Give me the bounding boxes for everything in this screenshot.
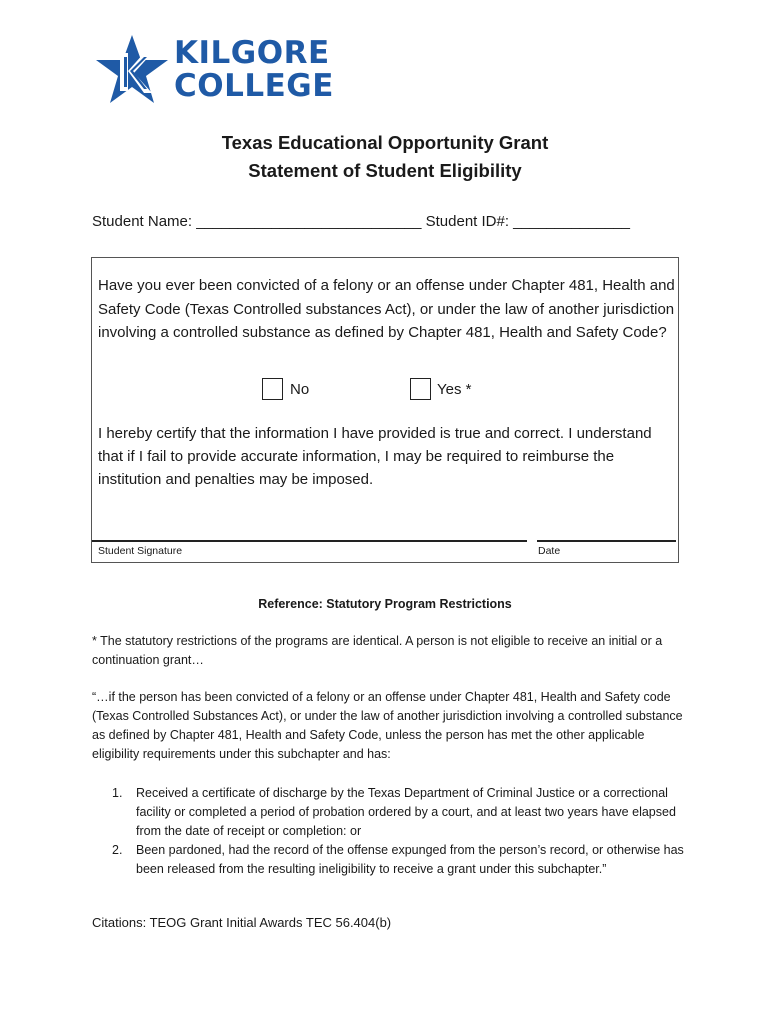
date-label: Date (538, 545, 561, 557)
logo-text-kilgore: KILGORE (174, 35, 330, 71)
reference-paragraph-2: “…if the person has been convicted of a felony or an offense under Chapter 481, Health and Safety code (Texas Controlled Substances Act), or under the law of another jurisdiction involving a controlled substance as defined by Chapter 481, Health and Safety Code, unless the person has met the other applicable eligibility requirements under this subchapter and has: (92, 690, 683, 761)
signature-label: Student Signature (98, 545, 183, 557)
list-item-text: Been pardoned, had the record of the offense expunged from the person’s record, or otherwise has been released from the resulting ineligibility to receive a grant under this subchapter.” (136, 843, 684, 876)
kilgore-star-k-logo-icon (94, 33, 170, 109)
list-item-text: Received a certificate of discharge by the Texas Department of Criminal Justice or a correctional facility or completed a period of probation ordered by a court, and at least two years have elapsed from the date of receipt or completion: or (136, 786, 676, 838)
checkbox-no[interactable] (262, 378, 283, 400)
checkbox-yes-label: Yes * (437, 381, 472, 398)
list-item (92, 784, 692, 841)
document-subtitle: Statement of Student Eligibility (248, 160, 522, 181)
checkbox-no-label: No (290, 381, 310, 398)
checkbox-yes[interactable] (410, 378, 431, 400)
reference-paragraph-1: * The statutory restrictions of the programs are identical. A person is not eligible to receive an initial or a continuation grant… (92, 634, 663, 667)
reference-heading: Reference: Statutory Program Restrictions (258, 597, 512, 611)
signature-line[interactable] (92, 540, 527, 542)
certification-statement: I hereby certify that the information I have provided is true and correct. I understand that if I fail to provide accurate information, I may be required to reimburse the institution and penalties may be imposed. (98, 425, 652, 488)
list-item-number: 2. (112, 843, 123, 857)
conditions-list (92, 784, 692, 879)
list-item-number: 1. (112, 786, 123, 800)
student-name-id-fields[interactable]: Student Name: ___________________________ Student ID#: ______________ (92, 213, 630, 230)
citations: Citations: TEOG Grant Initial Awards TEC 56.404(b) (92, 915, 392, 930)
list-item (92, 841, 692, 879)
eligibility-question: Have you ever been convicted of a felony or an offense under Chapter 481, Health and Safety Code (Texas Controlled substances Act), or under the law of another jurisdiction involving a controlled substance as defined by Chapter 481, Health and Safety Code? (98, 277, 675, 341)
date-line[interactable] (537, 540, 676, 542)
document-title: Texas Educational Opportunity Grant (221, 132, 549, 153)
logo-text-college: COLLEGE (174, 68, 334, 104)
college-logo (94, 33, 334, 109)
